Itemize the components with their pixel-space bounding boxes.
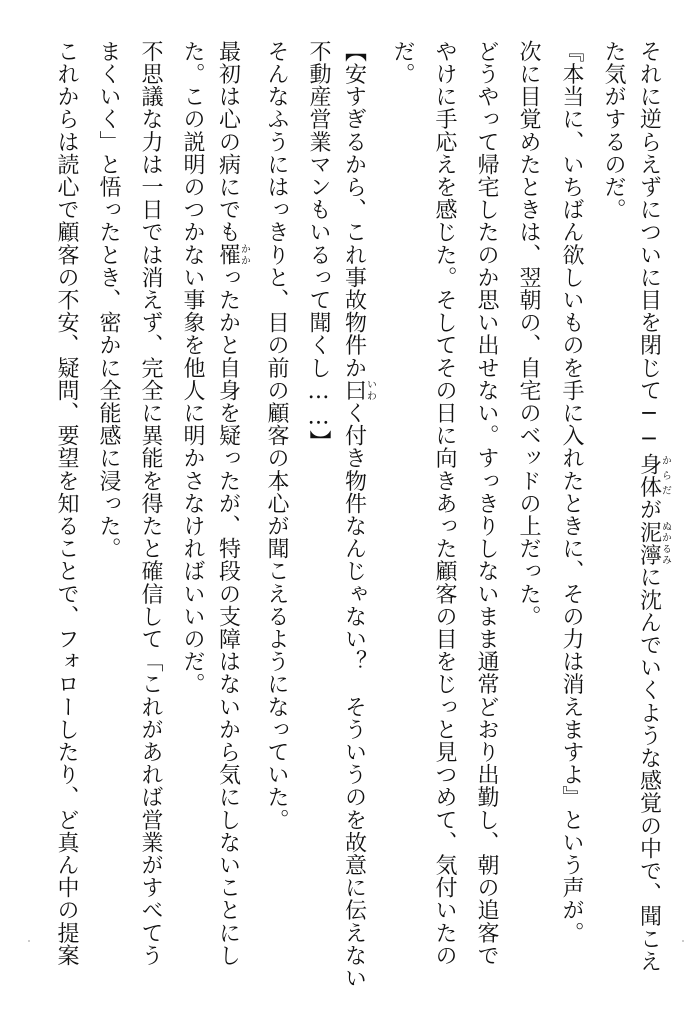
text-column: だ。 bbox=[390, 40, 415, 86]
page-edge-mark bbox=[682, 940, 684, 942]
text-column: 不思議な力は一日では消えず、完全に異能を得たと確信して「これがあれば営業がすべてう bbox=[138, 40, 163, 967]
page-edge-mark bbox=[28, 940, 30, 942]
text-column: やけに手応えを感じた。そしてその日に向きあった顧客の目をじっと見つめて、気付いたの bbox=[432, 40, 457, 967]
text-column: まくいく」と悟ったとき、密かに全能感に浸った。 bbox=[96, 40, 121, 560]
text-column: 最初は心の病にでも罹かかったかと自身を疑ったが、特段の支障はないから気にしないことにし bbox=[215, 40, 250, 967]
text-column: 『本当に、いちばん欲しいものを手に入れたときに、その力は消えますよ』という声が。 bbox=[559, 40, 584, 944]
text-column: 次に目覚めたときは、翌朝の、自宅のベッドの上だった。 bbox=[516, 40, 541, 628]
text-column: これからは読心で顧客の不安、疑問、要望を知ることで、フォローしたり、ど真ん中の提案 bbox=[54, 40, 79, 967]
text-column: 【安すぎるから、これ事故物件か曰いわく付き物件なんじゃない？ そういうのを故意に伝えない bbox=[341, 40, 376, 990]
text-column: どうやって帰宅したのか思い出せない。すっきりしないまま通常どおり出勤し、朝の追客で bbox=[474, 40, 499, 967]
text-column: それに逆らえずについに目を閉じて──身体からだが泥濘ぬかるみに沈んでいくような感覚の中で、聞こえ bbox=[636, 40, 671, 973]
text-column: 不動産営業マンもいるって聞くし……】 bbox=[306, 40, 331, 453]
text-column: そんなふうにはっきりと、目の前の顧客の本心が聞こえるようになっていた。 bbox=[264, 40, 289, 831]
text-column: た。この説明のつかない事象を他人に明かさなければいいのだ。 bbox=[180, 40, 205, 696]
text-column: た気がするのだ。 bbox=[601, 40, 626, 221]
